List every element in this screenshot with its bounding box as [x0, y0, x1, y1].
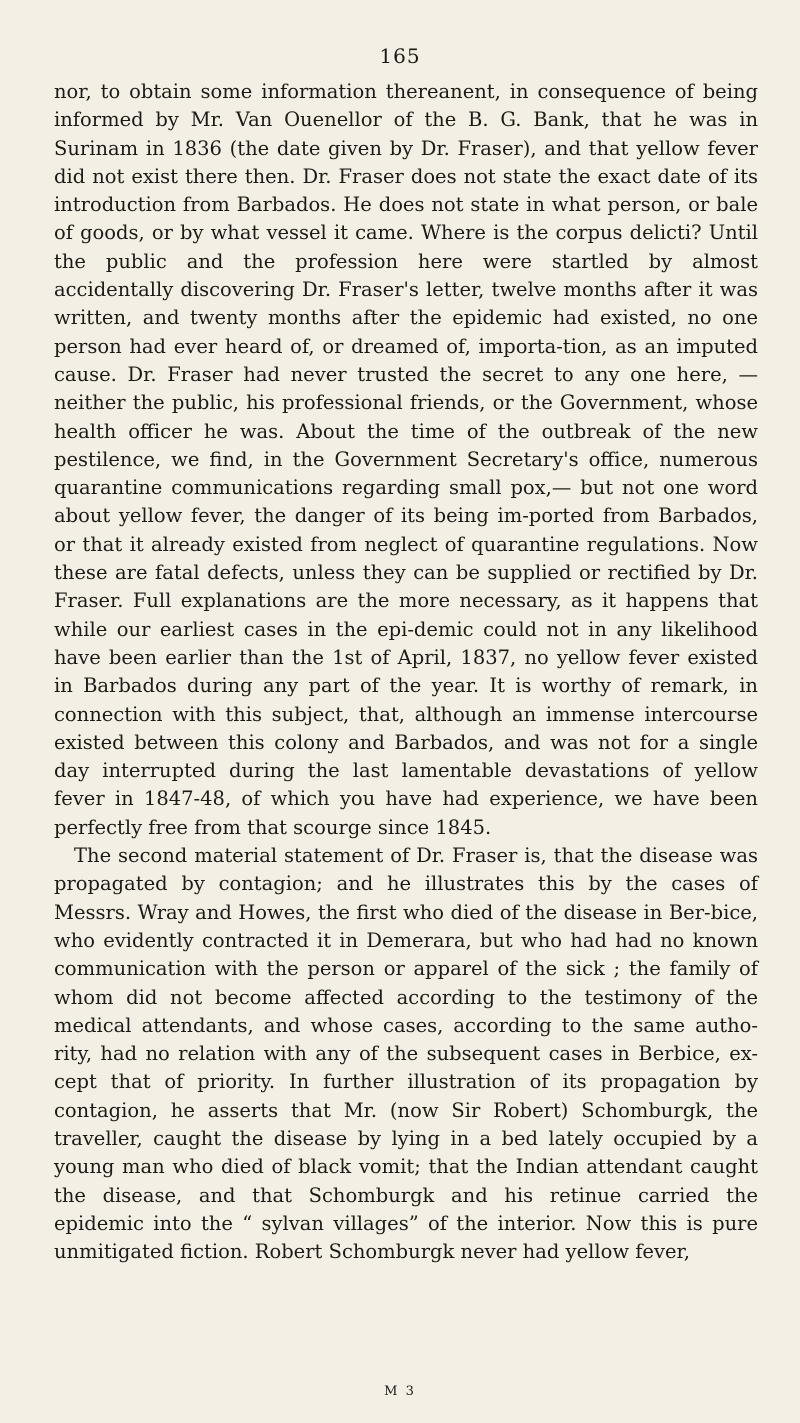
paragraph-2: The second material statement of Dr. Fraser is, that the disease was propagated by contagion; and he illustrates this by the cases of Messrs. Wray and Howes, the first who died of the disease in Ber-bice, who evidently contracted it in Demerara, but who had had no known communication with the person or apparel of the sick ; the family of whom did not become affected according to the testimony of the medical attendants, and whose cases, according to the same autho-rity, had no relation with any of the subsequent cases in Berbice, ex-cept that of priority. In further illustration of its propagation by contagion, he asserts that Mr. (now Sir Robert) Schomburgk, the traveller, caught the disease by lying in a bed lately occupied by a young man who died of black vomit; that the Indian attendant caught the disease, and that Schomburgk and his retinue carried the epidemic into the “ sylvan villages” of the interior. Now this is pure unmitigated fiction. Robert Schomburgk never had yellow fever, [54, 844, 758, 1264]
paragraph-1: nor, to obtain some information thereanent, in consequence of being informed by Mr. Van Ouenellor of the B. G. Bank, that he was in Surinam in 1836 (the date given by Dr. Fraser), and that yellow fever did not exist there then. Dr. Fraser does not state the exact date of its introduction from Barbados. He does not state in what person, or bale of goods, or by what vessel it came. Where is the corpus delicti? Until the public and the profession here were startled by almost accidentally discovering Dr. Fraser's letter, twelve months after it was written, and twenty months after the epidemic had existed, no one person had ever heard of, or dreamed of, importa-tion, as an imputed cause. Dr. Fraser had never trusted the secret to any one here, — neither the public, his professional friends, or the Government, whose health officer he was. About the time of the outbreak of the new pestilence, we find, in the Government Secretary's office, numerous quarantine communications regarding small pox,— but not one word about yellow fever, the danger of its being im-ported from Barbados, or that it already existed from neglect of quarantine regulations. Now these are fatal defects, unless they can be supplied or rectified by Dr. Fraser. Full explanations are the more necessary, as it happens that while our earliest cases in the epi-demic could not in any likelihood have been earlier than the 1st of April, 1837, no yellow fever existed in Barbados during any part of the year. It is worthy of remark, in connection with this subject, that, although an immense intercourse existed between this colony and Barbados, and was not for a single day interrupted during the last lamentable devastations of yellow fever in 1847-48, of which you have had experience, we have been perfectly free from that scourge since 1845. [54, 80, 758, 839]
page-number: 165 [379, 44, 421, 68]
signature-mark: M 3 [384, 1384, 416, 1399]
body-text [54, 78, 758, 1266]
